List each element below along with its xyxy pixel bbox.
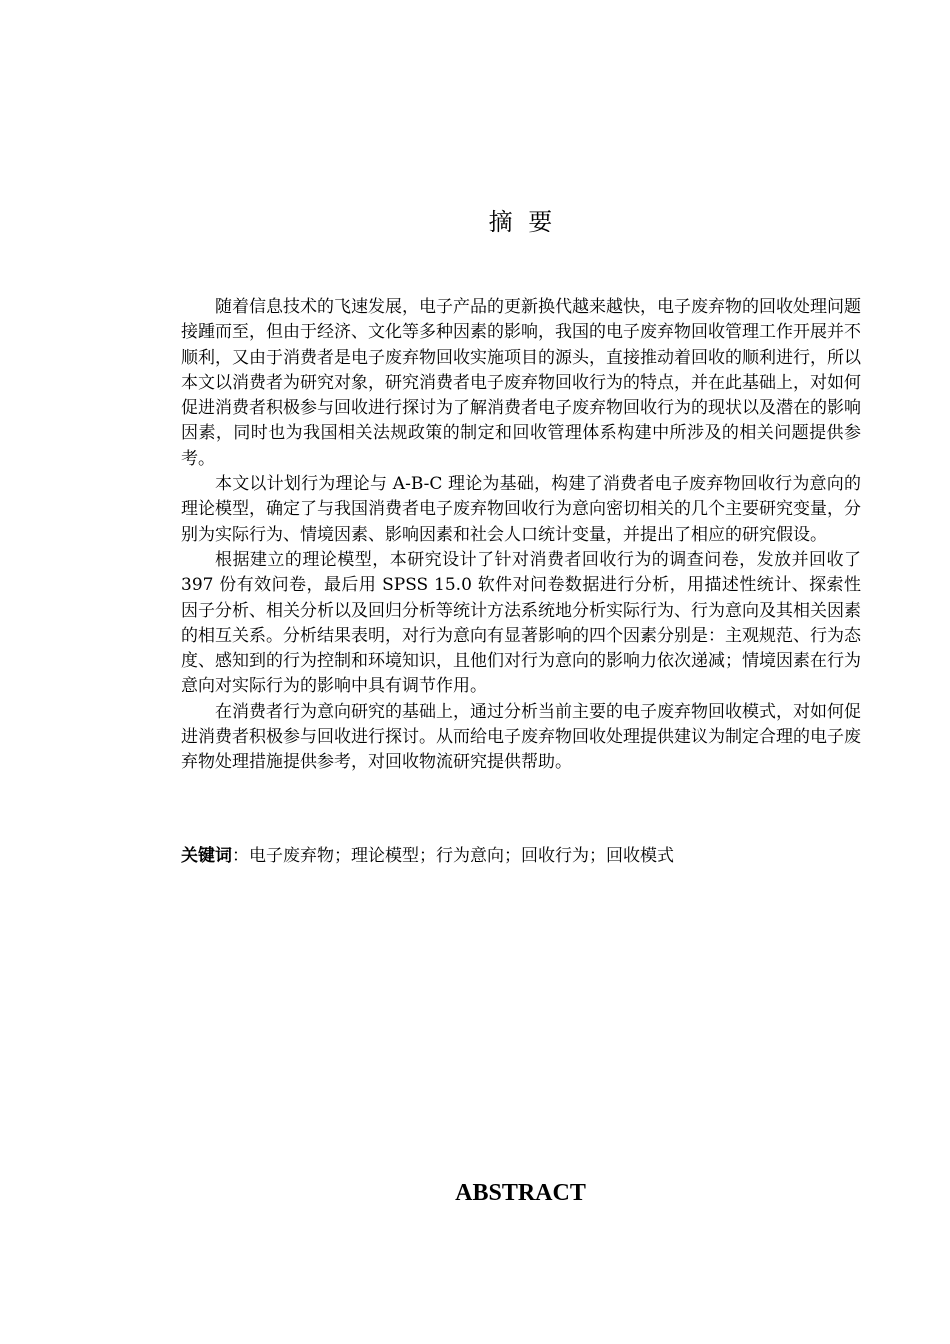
abstract-paragraph-3: 根据建立的理论模型，本研究设计了针对消费者回收行为的调查问卷，发放并回收了 397 份有效问卷，最后用 SPSS 15.0 软件对问卷数据进行分析，用描述性统计、探索性因子分析、相关分析以及回归分析等统计方法系统地分析实际行为、行为意向及其相关因素的相互关系。分析结果表明，对行为意向有显著影响的四个因素分别是：主观规范、行为态度、感知到的行为控制和环境知识，且他们对行为意向的影响力依次递减；情境因素在行为意向对实际行为的影响中具有调节作用。 [181, 549, 861, 697]
keywords-list: 电子废弃物；理论模型；行为意向；回收行为；回收模式 [249, 846, 674, 866]
abstract-paragraph-2: 本文以计划行为理论与 A-B-C 理论为基础，构建了消费者电子废弃物回收行为意向的理论模型，确定了与我国消费者电子废弃物回收行为意向密切相关的几个主要研究变量，分别为实际行为、情境因素、影响因素和社会人口统计变量，并提出了相应的研究假设。 [181, 474, 861, 545]
keywords-line [181, 843, 861, 869]
keywords-separator: ： [232, 846, 249, 866]
keywords-label: 关键词 [181, 846, 232, 866]
abstract-title-cn: 摘 要 [488, 208, 557, 236]
abstract-title-en: ABSTRACT [455, 1180, 586, 1206]
abstract-paragraph-1: 随着信息技术的飞速发展，电子产品的更新换代越来越快，电子废弃物的回收处理问题接踵而至，但由于经济、文化等多种因素的影响，我国的电子废弃物回收管理工作开展并不顺利，又由于消费者是电子废弃物回收实施项目的源头，直接推动着回收的顺利进行，所以本文以消费者为研究对象，研究消费者电子废弃物回收行为的特点，并在此基础上，对如何促进消费者积极参与回收进行探讨为了解消费者电子废弃物回收行为的现状以及潜在的影响因素，同时也为我国相关法规政策的制定和回收管理体系构建中所涉及的相关问题提供参考。 [181, 297, 861, 469]
abstract-body-cn [181, 295, 861, 776]
abstract-paragraph-4: 在消费者行为意向研究的基础上，通过分析当前主要的电子废弃物回收模式，对如何促进消费者积极参与回收进行探讨。从而给电子废弃物回收处理提供建议为制定合理的电子废弃物处理措施提供参考，对回收物流研究提供帮助。 [181, 701, 861, 773]
